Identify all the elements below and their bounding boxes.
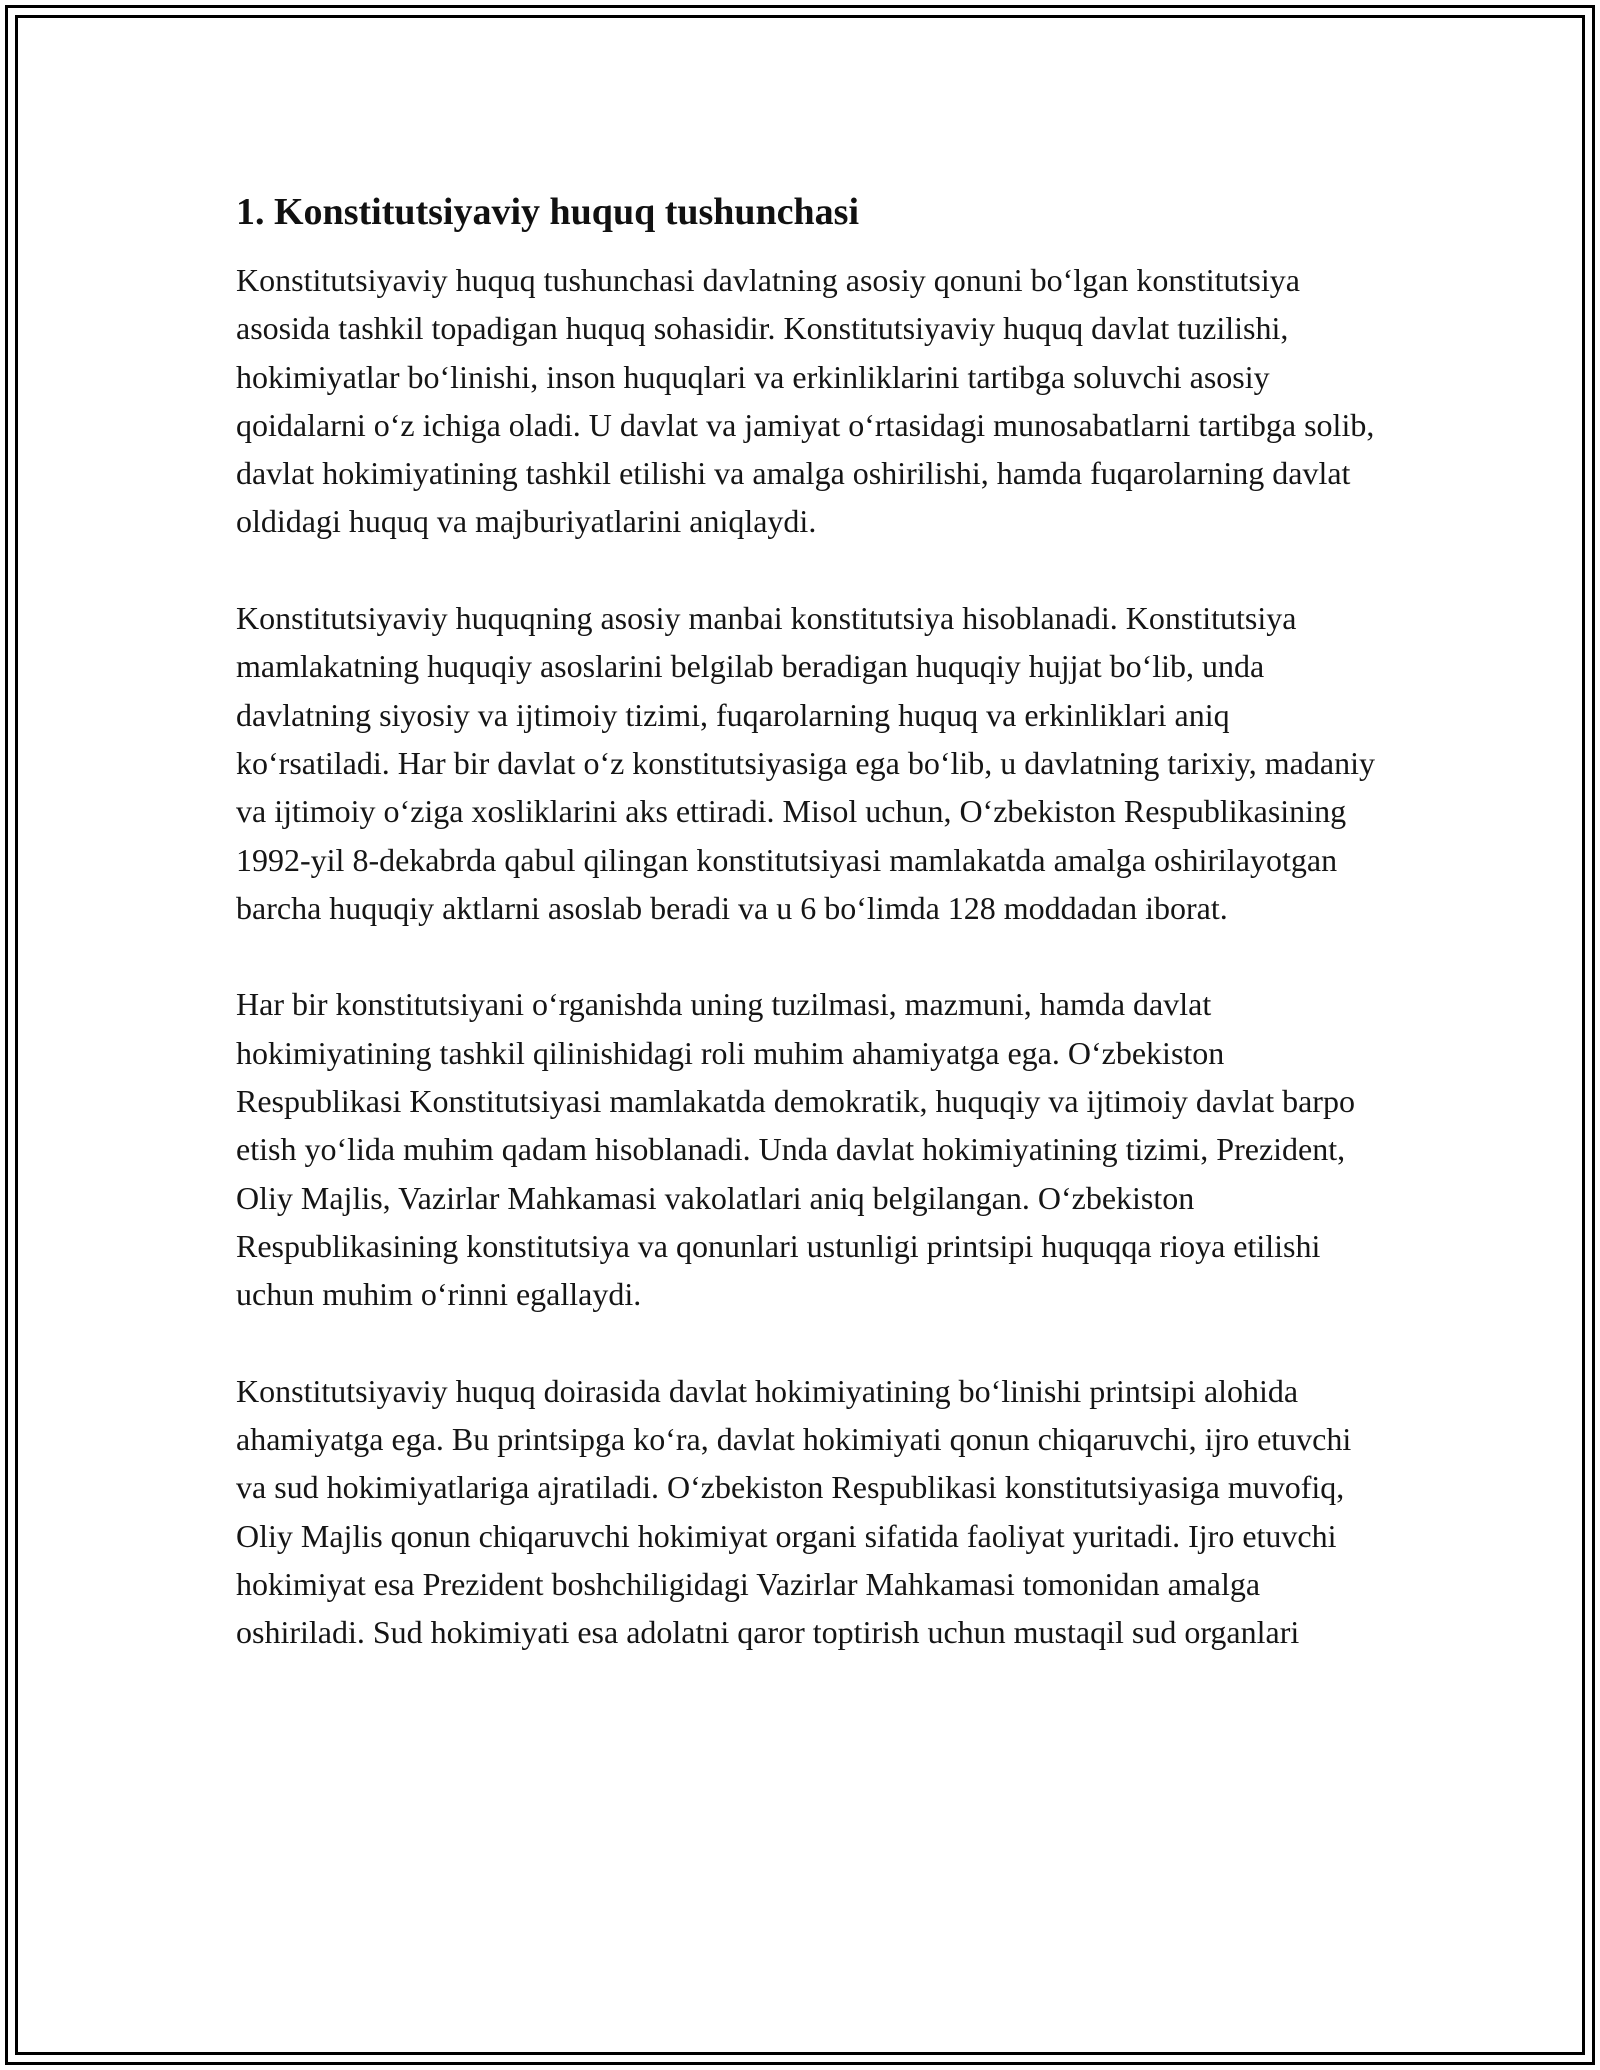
paragraph-3: Har bir konstitutsiyani o‘rganishda uning tuzilmasi, mazmuni, hamda davlat hokimiyatining tashkil qilinishidagi roli muhim ahamiyatga ega. O‘zbekiston Respublikasi Konstitutsiyasi mamlakatda demokratik, huquqiy va ijtimoiy davlat barpo etish yo‘lida muhim qadam hisoblanadi. Unda davlat hokimiyatining tizimi, Prezident, Oliy Majlis, Vazirlar Mahkamasi vakolatlari aniq belgilangan. O‘zbekiston Respublikasining konstitutsiya va qonunlari ustunligi printsipi huquqqa rioya etilishi uchun muhim o‘rinni egallaydi. bbox=[236, 986, 1355, 1313]
paragraph-4: Konstitutsiyaviy huquq doirasida davlat hokimiyatining bo‘linishi printsipi alohida ahamiyatga ega. Bu printsipga ko‘ra, davlat hokimiyati qonun chiqaruvchi, ijro etuvchi va sud hokimiyatlariga ajratiladi. O‘zbekiston Respublikasi konstitutsiyasiga muvofiq, Oliy Majlis qonun chiqaruvchi hokimiyat organi sifatida faoliyat yuritadi. Ijro etuvchi hokimiyat esa Prezident boshchiligidagi Vazirlar Mahkamasi tomonidan amalga oshiriladi. Sud hokimiyati esa adolatni qaror toptirish uchun mustaqil sud organlari bbox=[236, 1372, 1352, 1651]
paragraph-2: Konstitutsiyaviy huquqning asosiy manbai konstitutsiya hisoblanadi. Konstitutsiya mamlakatning huquqiy asoslarini belgilab beradigan huquqiy hujjat bo‘lib, unda davlatning siyosiy va ijtimoiy tizimi, fuqarolarning huquq va erkinliklari aniq ko‘rsatiladi. Har bir davlat o‘z konstitutsiyasiga ega bo‘lib, u davlatning tarixiy, madaniy va ijtimoiy o‘ziga xosliklarini aks ettiradi. Misol uchun, O‘zbekiston Respublikasining 1992-yil 8-dekabrda qabul qilingan konstitutsiyasi mamlakatda amalga oshirilayotgan barcha huquqiy aktlarni asoslab beradi va u 6 bo‘limda 128 moddadan iborat. bbox=[236, 600, 1375, 926]
document-body bbox=[236, 188, 1376, 1705]
paragraph-1: Konstitutsiyaviy huquq tushunchasi davlatning asosiy qonuni bo‘lgan konstitutsiya asosida tashkil topadigan huquq sohasidir. Konstitutsiyaviy huquq davlat tuzilishi, hokimiyatlar bo‘linishi, inson huquqlari va erkinliklarini tartibga soluvchi asosiy qoidalarni o‘z ichiga oladi. U davlat va jamiyat o‘rtasidagi munosabatlarni tartibga solib, davlat hokimiyatining tashkil etilishi va amalga oshirilishi, hamda fuqarolarning davlat oldidagi huquq va majburiyatlarini aniqlaydi. bbox=[236, 262, 1375, 540]
section-heading: 1. Konstitutsiyaviy huquq tushunchasi bbox=[236, 191, 860, 233]
